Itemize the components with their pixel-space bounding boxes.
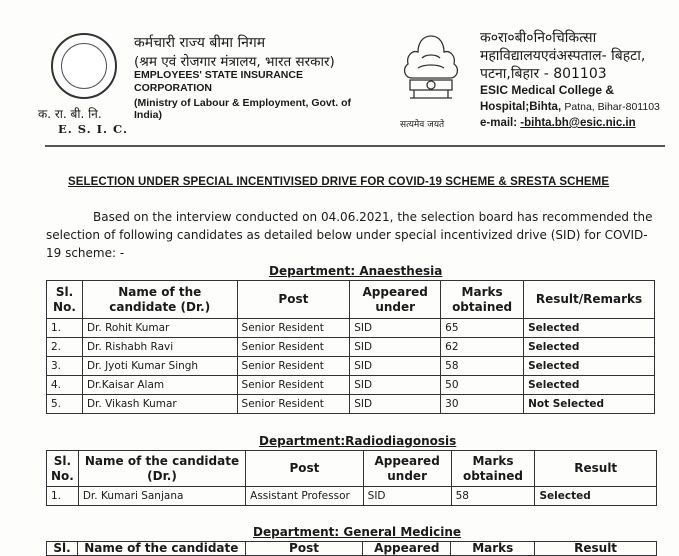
cell-appeared: SID [350, 395, 441, 414]
header-marks: Marks [451, 542, 535, 556]
cell-sl: 4. [47, 376, 83, 395]
table-radiodiagnosis [46, 450, 657, 506]
cell-sl: 3. [47, 357, 83, 376]
hospital-email [480, 117, 636, 129]
header-divider [45, 145, 665, 147]
hospital-name-bihta: Hospital;Bihta, [480, 101, 562, 113]
table-anaesthesia [46, 280, 655, 414]
header-candidate-name: Name of the candidate (Dr.) [82, 281, 237, 319]
header-candidate-name: Name of the candidate (Dr.) [78, 451, 245, 487]
cell-result: Selected [524, 319, 655, 338]
cell-name: Dr. Vikash Kumar [82, 395, 237, 414]
cell-post: Senior Resident [237, 376, 350, 395]
header-sl-no: Sl. [47, 542, 78, 556]
header-result: Result [535, 542, 657, 556]
header-result: Result/Remarks [524, 281, 655, 319]
header-post: Post [245, 542, 363, 556]
cell-name: Dr. Rishabh Ravi [82, 338, 237, 357]
cell-marks: 62 [441, 338, 524, 357]
cell-result: Selected [524, 338, 655, 357]
national-emblem-icon [392, 28, 470, 118]
document-title: SELECTION UNDER SPECIAL INCENTIVISED DRIVE FOR COVID-19 SCHEME & SRESTA SCHEME [68, 176, 610, 188]
table-row [47, 338, 655, 357]
table-row [47, 357, 655, 376]
cell-appeared: SID [350, 357, 441, 376]
esic-logo [51, 33, 117, 99]
logo-abbr-english: E. S. I. C. [58, 122, 129, 136]
header-post: Post [237, 281, 350, 319]
hospital-name-english-line2 [480, 101, 660, 113]
cell-post: Senior Resident [237, 357, 350, 376]
header-candidate-name: Name of the candidate [77, 542, 245, 556]
cell-sl: 2. [47, 338, 83, 357]
department-heading-anaesthesia: Department: Anaesthesia [269, 264, 443, 278]
cell-result: Selected [524, 357, 655, 376]
cell-name: Dr. Kumari Sanjana [78, 487, 245, 506]
cell-sl: 1. [47, 319, 83, 338]
cell-name: Dr. Jyoti Kumar Singh [82, 357, 237, 376]
cell-marks: 30 [441, 395, 524, 414]
hospital-name-hindi-line1: क०रा०बी०नि०चिकित्सा [480, 30, 597, 46]
table-row [47, 487, 657, 506]
hospital-name-hindi-line2: महाविद्यालयएवंअस्पताल- बिहटा, [480, 48, 646, 64]
cell-sl: 1. [47, 487, 79, 506]
cell-appeared: SID [363, 487, 451, 506]
cell-marks: 58 [441, 357, 524, 376]
header-sl-no: Sl. No. [47, 281, 83, 319]
email-link[interactable]: -bihta.bh@esic.nic.in [520, 117, 636, 129]
table-row [47, 319, 655, 338]
header-marks: Marks obtained [441, 281, 524, 319]
cell-sl: 5. [47, 395, 83, 414]
cell-marks: 65 [441, 319, 524, 338]
cell-result: Selected [535, 487, 657, 506]
cell-name: Dr. Rohit Kumar [82, 319, 237, 338]
header-appeared-under: Appeared [363, 542, 451, 556]
cell-post: Senior Resident [237, 338, 350, 357]
department-heading-radiodiagnosis: Department:Radiodiagonosis [259, 434, 457, 448]
department-heading-general-medicine: Department: General Medicine [253, 525, 462, 539]
cell-post: Senior Resident [237, 319, 350, 338]
intro-paragraph: Based on the interview conducted on 04.06.2021, the selection board has recommended the selection of following candidates as detailed below under special incentivized drive (SID) for COVID-19 scheme: - [46, 210, 653, 260]
header-sl-no: Sl. No. [47, 451, 79, 487]
cell-marks: 50 [441, 376, 524, 395]
hospital-address-english: Patna, Bihar-801103 [564, 101, 660, 113]
table-row [47, 376, 655, 395]
cell-result: Selected [524, 376, 655, 395]
cell-appeared: SID [350, 376, 441, 395]
email-label: e-mail: [480, 117, 521, 129]
cell-result: Not Selected [524, 395, 655, 414]
cell-post: Senior Resident [237, 395, 350, 414]
cell-name: Dr.Kaisar Alam [82, 376, 237, 395]
cell-appeared: SID [350, 319, 441, 338]
hospital-name-english-line1: ESIC Medical College & [480, 83, 615, 97]
org-name-english: EMPLOYEES' STATE INSURANCE CORPORATION [134, 69, 303, 94]
org-ministry-english: (Ministry of Labour & Employment, Govt. of India) [134, 97, 352, 121]
header-marks: Marks obtained [451, 451, 535, 487]
logo-abbr-hindi: क. रा. बी. नि. [38, 107, 102, 121]
cell-appeared: SID [350, 338, 441, 357]
org-ministry-hindi: (श्रम एवं रोजगार मंत्रालय, भारत सरकार) [134, 54, 335, 70]
org-name-hindi: कर्मचारी राज्य बीमा निगम [134, 35, 266, 51]
hospital-address-hindi: पटना,बिहार - 801103 [480, 66, 607, 82]
header-appeared-under: Appeared under [363, 451, 451, 487]
header-post: Post [246, 451, 364, 487]
cell-post: Assistant Professor [246, 487, 364, 506]
cell-marks: 58 [451, 487, 535, 506]
header-appeared-under: Appeared under [350, 281, 441, 319]
header-result: Result [535, 451, 657, 487]
emblem-motto: सत्यमेव जयते [400, 120, 445, 130]
table-row [47, 395, 655, 414]
